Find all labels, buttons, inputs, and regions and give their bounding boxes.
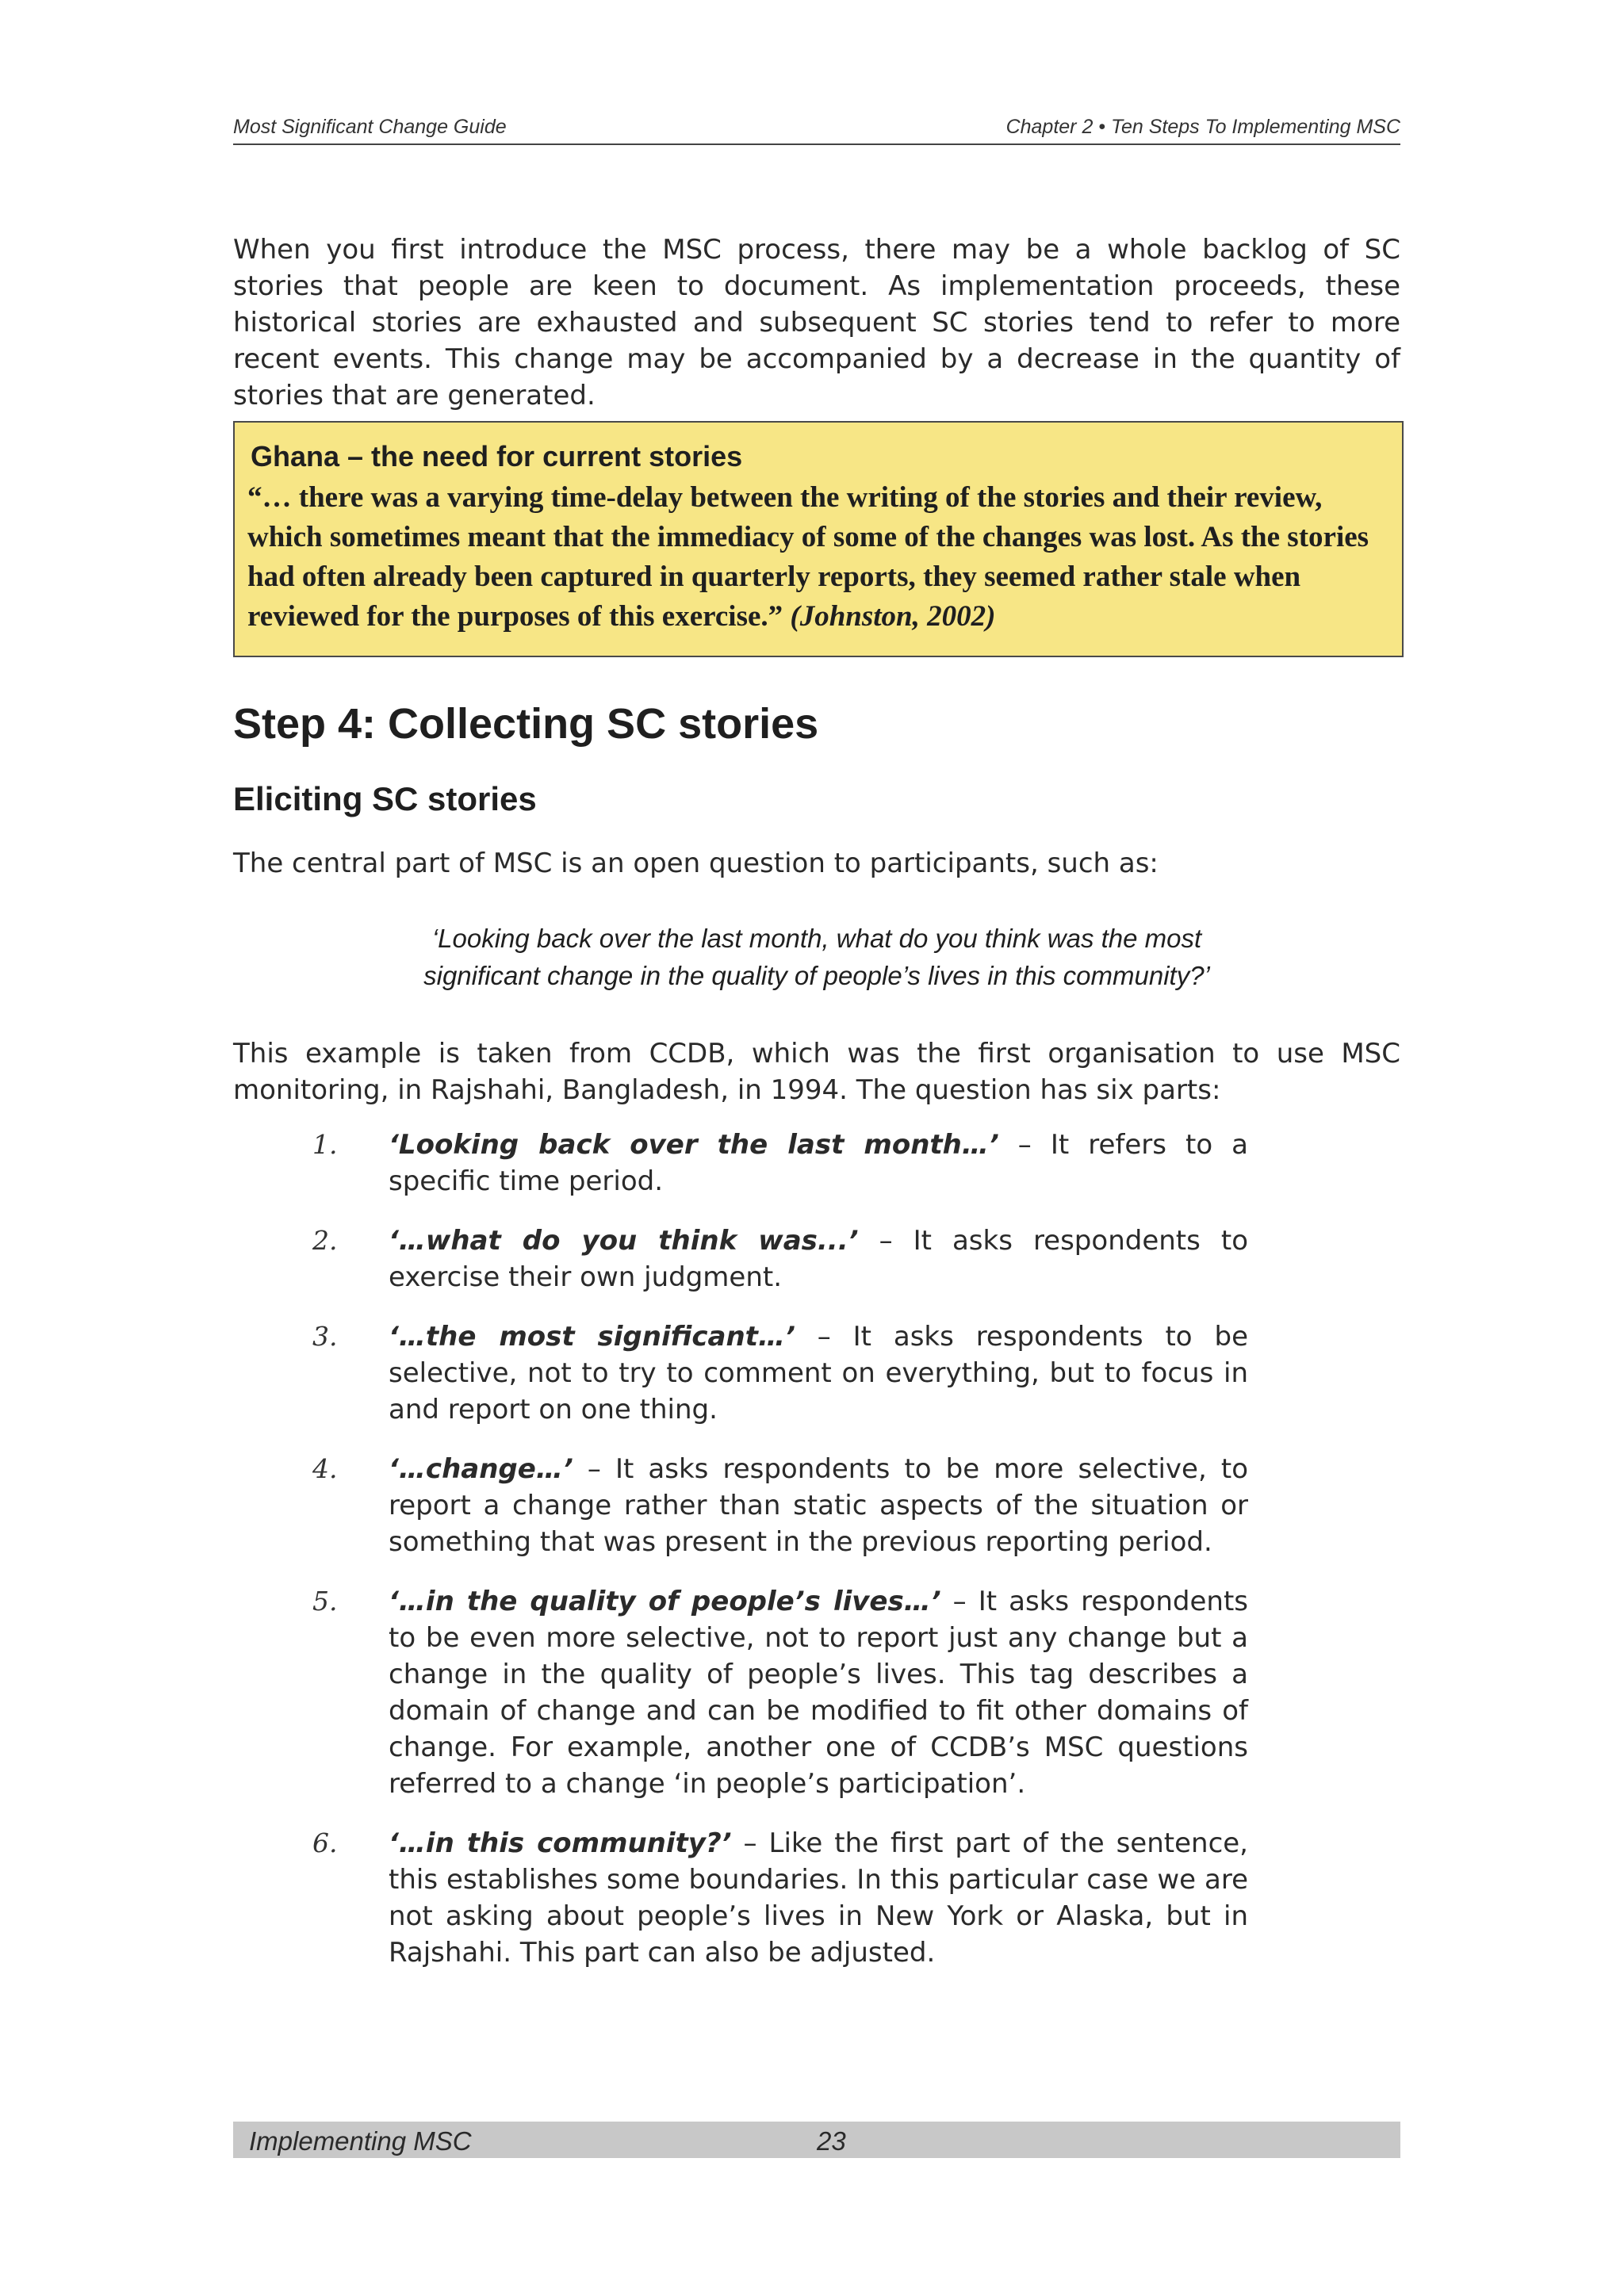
header-chapter-title: Chapter 2 • Ten Steps To Implementing MSC — [1005, 116, 1400, 138]
msc-question-line-1: ‘Looking back over the last month, what do you think was the most — [431, 924, 1202, 953]
list-item-lead: ‘…the most significant…’ — [389, 1321, 795, 1353]
question-parts-list — [233, 1127, 1248, 1994]
list-item — [233, 1223, 1248, 1295]
msc-question-line-2: significant change in the quality of people’s lives in this community?’ — [423, 961, 1210, 990]
list-item-number: 2. — [312, 1225, 338, 1256]
case-study-title: Ghana – the need for current stories — [251, 440, 743, 473]
list-item-text — [389, 1223, 1248, 1295]
intro-paragraph: When you first introduce the MSC process, there may be a whole backlog of SC stories that people are keen to document. As implementation proceeds, these historical stories are exhausted and subsequent SC stories tend to refer to more recent events. This change may be accompanied by a decrease in the quantity of stories that are generated. — [233, 234, 1400, 411]
list-item-number: 5. — [312, 1586, 338, 1617]
case-study-citation: (Johnston, 2002) — [790, 600, 996, 633]
list-item-number: 3. — [312, 1321, 338, 1352]
list-item-explanation: – It asks respondents to be more selective, to report a change rather than static aspects of the situation or something that was present in the previous reporting period. — [389, 1453, 1248, 1558]
list-item-lead: ‘…what do you think was...’ — [389, 1225, 859, 1257]
page-footer — [233, 2122, 1400, 2158]
list-item — [233, 1451, 1248, 1560]
list-item-explanation: – Like the first part of the sentence, this establishes some boundaries. In this particular case we are not asking about people’s lives in New York or Alaska, but in Rajshahi. This part can also be adjusted. — [389, 1827, 1248, 1969]
msc-question — [233, 920, 1400, 994]
list-item — [233, 1127, 1248, 1200]
case-study-box — [233, 421, 1404, 657]
list-item — [233, 1318, 1248, 1428]
page-number: 23 — [817, 2126, 846, 2156]
list-item-text — [389, 1318, 1248, 1428]
list-item-text — [389, 1451, 1248, 1560]
case-study-quote-text: “… there was a varying time-delay between the writing of the stories and their review, which sometimes meant that the immediacy of some of the changes was lost. As the stories had often already been captured in quarterly reports, they seemed rather stale when reviewed for the purposes of this exercise.” — [247, 481, 1369, 633]
list-item — [233, 1583, 1248, 1802]
list-item-lead: ‘…in this community?’ — [389, 1827, 732, 1859]
step-heading: Step 4: Collecting SC stories — [233, 700, 819, 748]
list-item-lead: ‘…in the quality of people’s lives…’ — [389, 1586, 941, 1617]
running-header — [233, 116, 1400, 145]
list-item-explanation: – It refers to a specific time period. — [389, 1129, 1248, 1197]
list-item-number: 6. — [312, 1827, 338, 1858]
list-item-number: 1. — [312, 1129, 338, 1160]
lead-paragraph: The central part of MSC is an open question to participants, such as: — [233, 848, 1159, 879]
list-item-explanation: – It asks respondents to be selective, not to try to comment on everything, but to focus in and report on one thing. — [389, 1321, 1248, 1425]
case-study-quote — [247, 478, 1389, 637]
list-item-text — [389, 1127, 1248, 1200]
list-item-text — [389, 1583, 1248, 1802]
header-guide-title: Most Significant Change Guide — [233, 116, 507, 138]
list-item-number: 4. — [312, 1453, 338, 1484]
section-subheading: Eliciting SC stories — [233, 780, 537, 817]
list-item-lead: ‘Looking back over the last month…’ — [389, 1129, 999, 1161]
example-paragraph: This example is taken from CCDB, which was the first organisation to use MSC monitoring, in Rajshahi, Bangladesh, in 1994. The question has six parts: — [233, 1038, 1400, 1106]
list-item-lead: ‘…change…’ — [389, 1453, 573, 1485]
footer-label: Implementing MSC — [249, 2126, 472, 2156]
list-item-text — [389, 1825, 1248, 1971]
list-item-explanation: – It asks respondents to exercise their own judgment. — [389, 1225, 1248, 1293]
list-item-explanation: – It asks respondents to be even more selective, not to report just any change but a change in the quality of people’s lives. This tag describes a domain of change and can be modified to fit other domains of change. For example, another one of CCDB’s MSC questions referred to a change ‘in people’s participation’. — [389, 1586, 1248, 1800]
list-item — [233, 1825, 1248, 1971]
